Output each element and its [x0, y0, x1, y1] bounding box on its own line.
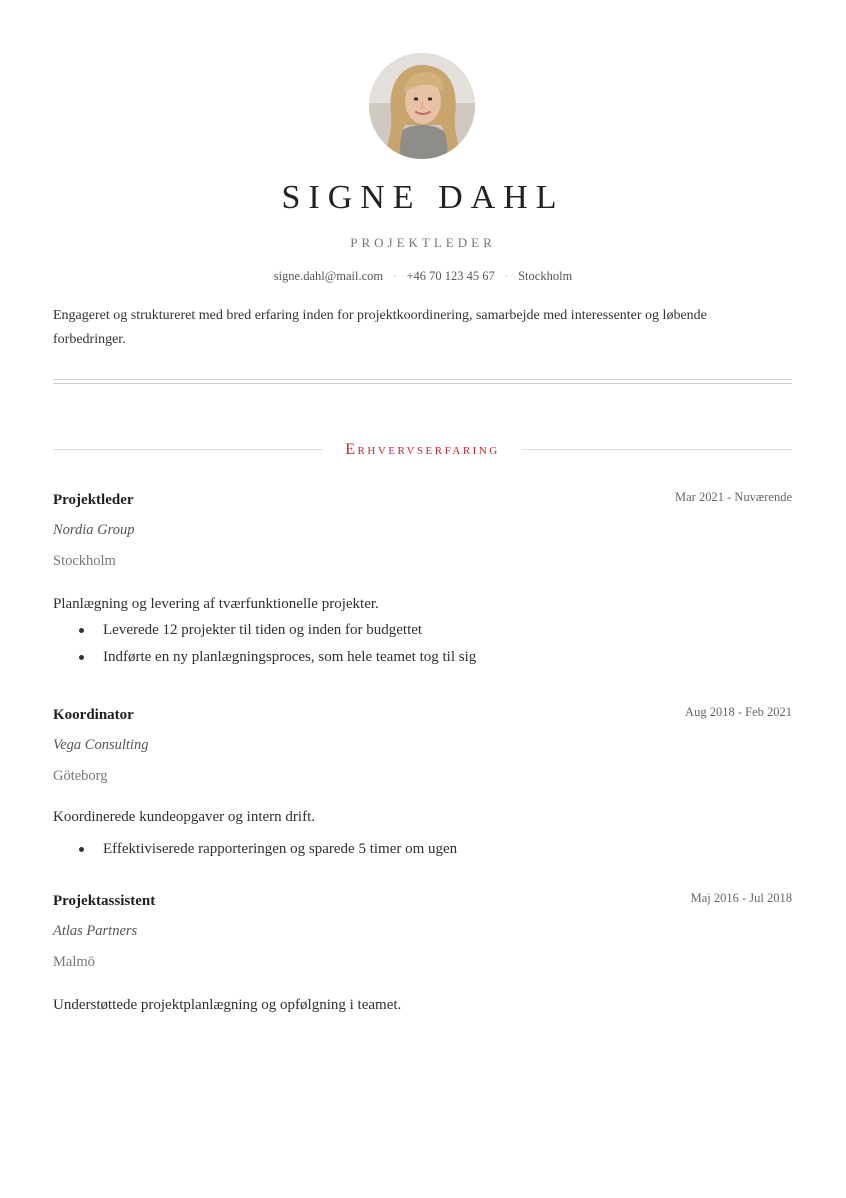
job-title: PROJEKTLEDER: [350, 235, 496, 250]
achievement-text: Leverede 12 projekter til tiden og inden for budgettet: [103, 622, 423, 638]
job-company: Nordia Group: [53, 522, 135, 538]
achievement-text: Effektiviserede rapporteringen og sparede 5 timer om ugen: [103, 841, 458, 857]
job-role: Koordinator: [53, 707, 134, 723]
achievement-text: Indførte en ny planlægningsproces, som hele teamet tog til sig: [103, 649, 477, 665]
location-text: Stockholm: [518, 269, 573, 283]
bullet-icon: [79, 655, 84, 660]
job-company: Vega Consulting: [53, 737, 149, 753]
contact-line: [0, 267, 846, 287]
job-role: Projektassistent: [53, 893, 156, 909]
job-description: Understøttede projektplanlægning og opfølgning i teamet.: [53, 997, 402, 1013]
job-company: Atlas Partners: [53, 923, 138, 939]
job-description: Planlægning og levering af tværfunktionelle projekter.: [53, 596, 379, 612]
job-role: Projektleder: [53, 492, 134, 508]
header-divider: [53, 379, 792, 384]
job-dates: Aug 2018 - Feb 2021: [685, 705, 792, 719]
achievement-item: [53, 644, 476, 671]
job-dates: Mar 2021 - Nuværende: [675, 490, 792, 504]
achievement-list: [53, 617, 476, 671]
job-city: Göteborg: [53, 768, 108, 784]
achievement-item: [53, 836, 457, 863]
contact-separator: ·: [504, 272, 509, 283]
contact-separator: ·: [393, 272, 397, 283]
section-heading-experience: [53, 440, 792, 460]
bullet-icon: [79, 628, 84, 633]
bullet-icon: [79, 847, 84, 852]
phone-text: +46 70 123 45 67: [406, 269, 495, 283]
job-dates: Maj 2016 - Jul 2018: [690, 891, 792, 905]
achievement-item: [53, 617, 476, 644]
job-city: Stockholm: [53, 553, 116, 569]
section-title: Erhvervserfaring: [345, 441, 500, 458]
profile-photo: [369, 53, 475, 159]
job-description: Koordinerede kundeopgaver og intern drift.: [53, 809, 315, 825]
profile-summary: Engageret og struktureret med bred erfaring inden for projektkoordinering, samarbejde med interessenter og løbende forbedringer.: [53, 308, 707, 347]
job-city: Malmö: [53, 954, 95, 970]
achievement-list: [53, 836, 457, 863]
email-text: signe.dahl@mail.com: [273, 269, 384, 283]
candidate-name: SIGNE DAHL: [281, 179, 565, 216]
portrait-image: [369, 53, 475, 159]
